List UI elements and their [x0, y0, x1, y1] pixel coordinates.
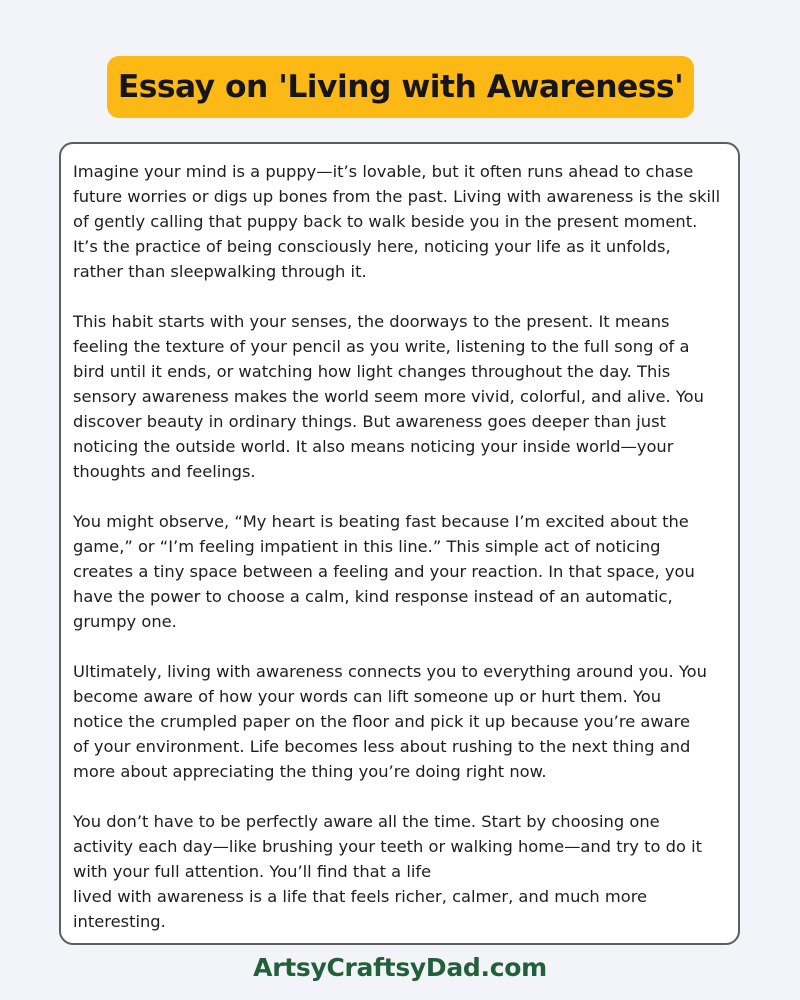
text-line: sensory awareness makes the world seem more vivid, colorful, and alive. You [73, 387, 704, 406]
paragraph-senses [73, 309, 728, 484]
text-line: You might observe, “My heart is beating fast because I’m excited about the [73, 512, 689, 531]
paragraph-connection [73, 659, 728, 784]
text-line: You don’t have to be perfectly aware all the time. Start by choosing one [73, 812, 660, 831]
paragraph-conclusion [73, 809, 728, 934]
text-line: more about appreciating the thing you’re doing right now. [73, 762, 547, 781]
text-line: activity each day—like brushing your teeth or walking home—and try to do it [73, 837, 702, 856]
text-line: notice the crumpled paper on the floor and pick it up because you’re aware [73, 712, 691, 731]
text-line: Ultimately, living with awareness connects you to everything around you. You [73, 662, 707, 681]
text-line: rather than sleepwalking through it. [73, 262, 367, 281]
essay-card [59, 142, 740, 945]
text-line: feeling the texture of your pencil as you write, listening to the full song of a [73, 337, 690, 356]
text-line: grumpy one. [73, 612, 177, 631]
text-line: Imagine your mind is a puppy—it’s lovable, but it often runs ahead to chase [73, 162, 694, 181]
text-line: This habit starts with your senses, the doorways to the present. It means [73, 312, 670, 331]
text-line: of gently calling that puppy back to walk beside you in the present moment. [73, 212, 698, 231]
text-line: become aware of how your words can lift someone up or hurt them. You [73, 687, 662, 706]
text-line: noticing the outside world. It also means noticing your inside world—your [73, 437, 674, 456]
text-line: with your full attention. You’ll find that a life [73, 862, 432, 881]
paragraph-feelings [73, 509, 728, 634]
footer-brand: ArtsyCraftsyDad.com [253, 953, 547, 982]
text-line: of your environment. Life becomes less about rushing to the next thing and [73, 737, 691, 756]
text-line: thoughts and feelings. [73, 462, 256, 481]
text-line: game,” or “I’m feeling impatient in this line.” This simple act of noticing [73, 537, 661, 556]
paragraph-intro [73, 159, 728, 284]
text-line: have the power to choose a calm, kind response instead of an automatic, [73, 587, 673, 606]
text-line: future worries or digs up bones from the past. Living with awareness is the skill [73, 187, 721, 206]
text-line: interesting. [73, 912, 166, 931]
page-title: Essay on 'Living with Awareness' [117, 69, 684, 105]
text-line: creates a tiny space between a feeling and your reaction. In that space, you [73, 562, 695, 581]
text-line: lived with awareness is a life that feels richer, calmer, and much more [73, 887, 648, 906]
text-line: It’s the practice of being consciously here, noticing your life as it unfolds, [73, 237, 671, 256]
text-line: discover beauty in ordinary things. But awareness goes deeper than just [73, 412, 666, 431]
title-badge [107, 56, 694, 118]
text-line: bird until it ends, or watching how light changes throughout the day. This [73, 362, 671, 381]
